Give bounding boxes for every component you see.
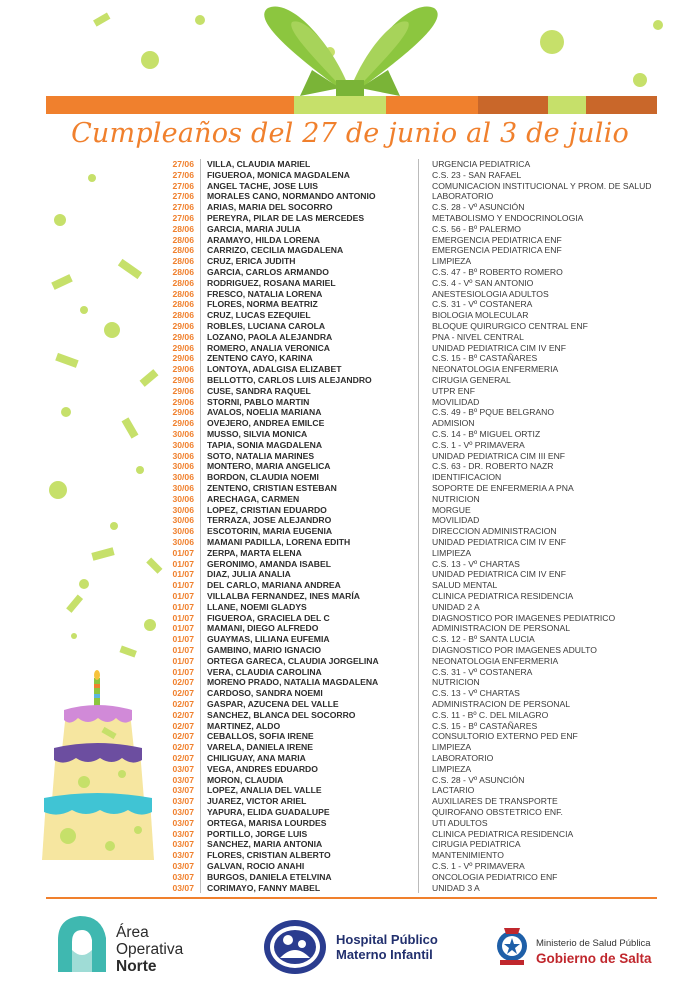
birthday-date: 30/06 (172, 493, 194, 504)
birthday-row (0, 202, 700, 213)
birthday-row (0, 591, 700, 602)
employee-unit: LACTARIO (432, 785, 475, 796)
employee-name: ORTEGA, MARISA LOURDES (207, 817, 327, 828)
employee-unit: C.S. 14 - Bº MIGUEL ORTIZ (432, 429, 541, 439)
birthday-date: 03/07 (172, 774, 194, 785)
birthday-date: 03/07 (172, 763, 194, 774)
hospital-line1: Hospital Público (336, 932, 438, 947)
area-operativa-norte-logo (52, 910, 212, 982)
birthday-date: 29/06 (172, 331, 194, 342)
employee-unit: ANESTESIOLOGIA ADULTOS (432, 288, 549, 299)
birthday-date: 30/06 (172, 439, 194, 450)
employee-unit: C.S. 15 - Bº CASTAÑARES (432, 720, 538, 731)
birthday-date: 27/06 (172, 159, 194, 169)
employee-unit: PNA - NIVEL CENTRAL (432, 331, 524, 342)
birthday-date: 01/07 (172, 666, 194, 677)
birthday-date: 28/06 (172, 299, 194, 310)
employee-name: VILLALBA FERNANDEZ, INES MARÍA (207, 591, 360, 601)
birthday-row (0, 515, 700, 526)
employee-unit: ADMISION (432, 418, 475, 429)
employee-name: DEL CARLO, MARIANA ANDREA (207, 580, 341, 591)
birthday-row (0, 407, 700, 418)
employee-unit: NUTRICION (432, 493, 480, 504)
birthday-date: 03/07 (172, 850, 194, 861)
birthday-date: 29/06 (172, 364, 194, 375)
birthday-row (0, 580, 700, 591)
birthday-date: 02/07 (172, 699, 194, 709)
hospital-line2: Materno Infantil (336, 947, 433, 962)
employee-unit: C.S. 31 - Vº COSTANERA (432, 666, 533, 677)
employee-name: GERONIMO, AMANDA ISABEL (207, 558, 331, 569)
birthday-date: 01/07 (172, 655, 194, 666)
hospital-emblem-icon (262, 918, 328, 976)
birthday-row (0, 256, 700, 267)
birthday-cake-icon (38, 670, 158, 870)
employee-unit: LIMPIEZA (432, 547, 472, 558)
area-norte-icon (52, 910, 112, 976)
birthday-date: 29/06 (172, 396, 194, 407)
employee-name: VARELA, DANIELA IRENE (207, 742, 313, 753)
birthday-date: 30/06 (172, 461, 194, 472)
employee-unit: C.S. 1 - Vº PRIMAVERA (432, 861, 525, 871)
employee-name: STORNI, PABLO MARTIN (207, 396, 310, 407)
birthday-row (0, 472, 700, 483)
birthday-row (0, 181, 700, 192)
page-title: Cumpleaños del 27 de junio al 3 de julio (71, 118, 629, 149)
birthday-date: 02/07 (172, 677, 194, 688)
employee-unit: EMERGENCIA PEDIATRICA ENF (432, 234, 562, 245)
birthday-date: 30/06 (172, 472, 194, 483)
employee-name: MONTERO, MARIA ANGELICA (207, 461, 331, 472)
employee-unit: MANTENIMIENTO (432, 850, 504, 861)
employee-name: LLANE, NOEMI GLADYS (207, 601, 307, 612)
employee-unit: DIRECCION ADMINISTRACION (432, 526, 557, 537)
employee-unit: UNIDAD PEDIATRICA CIM IV ENF (432, 342, 567, 353)
birthday-date: 03/07 (172, 828, 194, 839)
birthday-row (0, 235, 700, 246)
employee-name: AVALOS, NOELIA MARIANA (207, 407, 322, 418)
employee-name: FRESCO, NATALIA LORENA (207, 288, 323, 299)
birthday-date: 01/07 (172, 558, 194, 569)
birthday-date: 28/06 (172, 288, 194, 299)
birthday-date: 01/07 (172, 591, 194, 601)
employee-name: GUAYMAS, LILIANA EUFEMIA (207, 634, 330, 645)
employee-name: TAPIA, SONIA MAGDALENA (207, 439, 323, 450)
employee-unit: LABORATORIO (432, 753, 494, 763)
employee-unit: METABOLISMO Y ENDOCRINOLOGIA (432, 213, 584, 223)
birthday-row (0, 224, 700, 235)
employee-name: MUSSO, SILVIA MONICA (207, 429, 308, 439)
birthday-date: 29/06 (172, 418, 194, 429)
birthday-row (0, 483, 700, 494)
employee-unit: C.S. 1 - Vº PRIMAVERA (432, 439, 525, 450)
employee-name: ORTEGA GARECA, CLAUDIA JORGELINA (207, 655, 379, 666)
birthday-date: 29/06 (172, 375, 194, 385)
birthday-row (0, 332, 700, 343)
birthday-date: 28/06 (172, 277, 194, 288)
employee-name: TERRAZA, JOSE ALEJANDRO (207, 515, 332, 526)
birthday-date: 03/07 (172, 796, 194, 807)
employee-name: LOPEZ, CRISTIAN EDUARDO (207, 504, 327, 515)
employee-name: ESCOTORIN, MARIA EUGENIA (207, 526, 333, 537)
birthday-row (0, 299, 700, 310)
employee-name: FLORES, NORMA BEATRIZ (207, 299, 318, 310)
area-line3: Norte (116, 958, 157, 975)
employee-name: CORIMAYO, FANNY MABEL (207, 882, 321, 893)
employee-name: MAMANI, DIEGO ALFREDO (207, 623, 319, 634)
birthday-date: 27/06 (172, 191, 194, 202)
employee-name: BURGOS, DANIELA ETELVINA (207, 871, 332, 882)
gift-band (46, 96, 657, 114)
employee-name: ARAMAYO, HILDA LORENA (207, 234, 320, 245)
birthday-row (0, 559, 700, 570)
employee-unit: CONSULTORIO EXTERNO PED ENF (432, 731, 578, 742)
birthday-date: 28/06 (172, 256, 194, 267)
employee-unit: UNIDAD PEDIATRICA CIM IV ENF (432, 537, 567, 547)
employee-name: ROBLES, LUCIANA CAROLA (207, 321, 326, 331)
employee-name: BORDON, CLAUDIA NOEMI (207, 472, 319, 483)
birthday-date: 02/07 (172, 753, 194, 763)
birthday-date: 03/07 (172, 839, 194, 850)
employee-name: MAMANI PADILLA, LORENA EDITH (207, 537, 351, 547)
birthday-date: 29/06 (172, 353, 194, 364)
birthday-row (0, 613, 700, 624)
employee-unit: IDENTIFICACION (432, 472, 502, 483)
birthday-date: 03/07 (172, 807, 194, 817)
employee-unit: BIOLOGIA MOLECULAR (432, 310, 529, 321)
birthday-row (0, 656, 700, 667)
employee-name: FIGUEROA, MONICA MAGDALENA (207, 169, 350, 180)
birthday-date: 02/07 (172, 731, 194, 742)
birthday-date: 30/06 (172, 526, 194, 537)
birthday-date: 30/06 (172, 537, 194, 547)
employee-unit: MOVILIDAD (432, 396, 480, 407)
birthday-row (0, 278, 700, 289)
employee-name: CARRIZO, CECILIA MAGDALENA (207, 245, 344, 256)
employee-name: CRUZ, LUCAS EZEQUIEL (207, 310, 311, 321)
employee-unit: SOPORTE DE ENFERMERIA A PNA (432, 483, 574, 493)
birthday-row (0, 245, 700, 256)
employee-unit: C.S. 63 - DR. ROBERTO NAZR (432, 461, 554, 472)
birthday-date: 02/07 (172, 720, 194, 731)
employee-unit: UNIDAD PEDIATRICA CIM III ENF (432, 450, 566, 461)
birthday-row (0, 213, 700, 224)
employee-name: ZERPA, MARTA ELENA (207, 547, 302, 558)
birthday-date: 02/07 (172, 742, 194, 753)
birthday-row (0, 548, 700, 559)
employee-name: SANCHEZ, BLANCA DEL SOCORRO (207, 709, 356, 720)
birthday-row (0, 267, 700, 278)
employee-name: LONTOYA, ADALGISA ELIZABET (207, 364, 342, 375)
employee-name: CHILIGUAY, ANA MARIA (207, 753, 306, 763)
employee-unit: C.S. 13 - Vº CHARTAS (432, 688, 520, 699)
birthday-row (0, 494, 700, 505)
gobierno-label: Gobierno de Salta (536, 951, 652, 966)
birthday-row (0, 440, 700, 451)
employee-name: SANCHEZ, MARIA ANTONIA (207, 839, 323, 850)
birthday-date: 03/07 (172, 861, 194, 871)
footer-divider (46, 897, 657, 899)
employee-name: GARCIA, MARIA JULIA (207, 223, 301, 234)
employee-unit: UNIDAD PEDIATRICA CIM IV ENF (432, 569, 567, 580)
employee-name: LOZANO, PAOLA ALEJANDRA (207, 331, 333, 342)
birthday-date: 01/07 (172, 569, 194, 580)
employee-unit: C.S. 28 - Vº ASUNCIÓN (432, 774, 525, 785)
birthday-date: 27/06 (172, 202, 194, 213)
birthday-row (0, 418, 700, 429)
birthday-row (0, 375, 700, 386)
employee-name: GARCIA, CARLOS ARMANDO (207, 267, 329, 277)
birthday-date: 29/06 (172, 321, 194, 331)
employee-name: YAPURA, ELIDA GUADALUPE (207, 807, 330, 817)
birthday-row (0, 321, 700, 332)
employee-unit: NUTRICION (432, 677, 480, 688)
employee-unit: C.S. 4 - Vº SAN ANTONIO (432, 277, 534, 288)
birthday-date: 01/07 (172, 601, 194, 612)
birthday-row (0, 364, 700, 375)
birthday-row (0, 569, 700, 580)
birthday-date: 27/06 (172, 213, 194, 223)
employee-unit: MORGUE (432, 504, 471, 515)
birthday-date: 01/07 (172, 634, 194, 645)
employee-unit: LIMPIEZA (432, 742, 472, 753)
employee-name: CUSE, SANDRA RAQUEL (207, 385, 311, 396)
employee-unit: UTI ADULTOS (432, 817, 488, 828)
salta-shield-icon (494, 922, 530, 968)
employee-unit: NEONATOLOGIA ENFERMERIA (432, 364, 559, 375)
employee-unit: C.S. 56 - Bº PALERMO (432, 223, 521, 234)
employee-name: VERA, CLAUDIA CAROLINA (207, 666, 322, 677)
birthday-date: 30/06 (172, 515, 194, 526)
birthday-date: 27/06 (172, 180, 194, 191)
birthday-date: 01/07 (172, 580, 194, 591)
employee-unit: URGENCIA PEDIATRICA (432, 159, 531, 169)
employee-unit: C.S. 28 - Vº ASUNCIÓN (432, 202, 525, 213)
employee-name: PEREYRA, PILAR DE LAS MERCEDES (207, 213, 365, 223)
employee-unit: C.S. 31 - Vº COSTANERA (432, 299, 533, 310)
birthday-date: 28/06 (172, 223, 194, 234)
birthday-row (0, 537, 700, 548)
birthday-date: 29/06 (172, 342, 194, 353)
birthday-row (0, 289, 700, 300)
employee-unit: C.S. 23 - SAN RAFAEL (432, 169, 522, 180)
birthday-date: 30/06 (172, 450, 194, 461)
employee-unit: ONCOLOGIA PEDIATRICO ENF (432, 871, 558, 882)
employee-name: ARIAS, MARIA DEL SOCORRO (207, 202, 333, 213)
employee-name: CEBALLOS, SOFIA IRENE (207, 731, 314, 742)
employee-name: VILLA, CLAUDIA MARIEL (207, 159, 311, 169)
employee-name: MORENO PRADO, NATALIA MAGDALENA (207, 677, 379, 688)
birthday-row (0, 461, 700, 472)
birthday-row (0, 170, 700, 181)
birthday-row (0, 451, 700, 462)
birthday-date: 27/06 (172, 169, 194, 180)
employee-name: ARECHAGA, CARMEN (207, 493, 300, 504)
employee-name: BELLOTTO, CARLOS LUIS ALEJANDRO (207, 375, 372, 385)
employee-name: ZENTENO CAYO, KARINA (207, 353, 313, 364)
employee-unit: ADMINISTRACION DE PERSONAL (432, 623, 570, 634)
birthday-row (0, 159, 700, 170)
employee-name: GASPAR, AZUCENA DEL VALLE (207, 699, 339, 709)
employee-unit: DIAGNOSTICO POR IMAGENES ADULTO (432, 645, 597, 655)
employee-unit: COMUNICACION INSTITUCIONAL Y PROM. DE SALUD (432, 180, 652, 191)
birthday-date: 03/07 (172, 871, 194, 882)
employee-name: CARDOSO, SANDRA NOEMI (207, 688, 323, 699)
area-line1: Área (116, 924, 149, 941)
employee-name: ANGEL TACHE, JOSE LUIS (207, 180, 318, 191)
employee-unit: UNIDAD 3 A (432, 882, 480, 893)
birthday-date: 02/07 (172, 688, 194, 699)
employee-unit: NEONATOLOGIA ENFERMERIA (432, 655, 559, 666)
employee-unit: C.S. 47 - Bº ROBERTO ROMERO (432, 267, 563, 277)
birthday-date: 28/06 (172, 245, 194, 256)
employee-name: FIGUEROA, GRACIELA DEL C (207, 612, 330, 623)
employee-name: CRUZ, ERICA JUDITH (207, 256, 296, 267)
employee-unit: C.S. 15 - Bº CASTAÑARES (432, 353, 538, 364)
birthday-row (0, 386, 700, 397)
birthday-date: 30/06 (172, 504, 194, 515)
birthday-date: 28/06 (172, 267, 194, 277)
birthday-date: 03/07 (172, 882, 194, 893)
birthday-date: 28/06 (172, 234, 194, 245)
employee-name: GALVAN, ROCIO ANAHI (207, 861, 305, 871)
employee-unit: CIRUGIA GENERAL (432, 375, 511, 385)
birthday-row (0, 883, 700, 894)
birthday-date: 01/07 (172, 547, 194, 558)
employee-unit: C.S. 12 - Bº SANTA LUCIA (432, 634, 535, 645)
hospital-logo (262, 918, 462, 980)
employee-unit: QUIROFANO OBSTETRICO ENF. (432, 807, 563, 817)
gobierno-salta-logo (494, 922, 664, 978)
employee-name: JUAREZ, VICTOR ARIEL (207, 796, 307, 807)
birthday-date: 29/06 (172, 407, 194, 418)
employee-name: ROMERO, ANALIA VERONICA (207, 342, 331, 353)
birthday-row (0, 505, 700, 516)
employee-name: DIAZ, JULIA ANALIA (207, 569, 291, 580)
birthday-row (0, 310, 700, 321)
employee-unit: CIRUGIA PEDIATRICA (432, 839, 521, 850)
employee-name: MORALES CANO, NORMANDO ANTONIO (207, 191, 376, 202)
employee-unit: C.S. 11 - Bº C. DEL MILAGRO (432, 709, 549, 720)
birthday-date: 29/06 (172, 385, 194, 396)
birthday-row (0, 526, 700, 537)
employee-unit: CLINICA PEDIATRICA RESIDENCIA (432, 828, 574, 839)
birthday-row (0, 872, 700, 883)
employee-name: GAMBINO, MARIO IGNACIO (207, 645, 322, 655)
employee-name: OVEJERO, ANDREA EMILCE (207, 418, 325, 429)
employee-unit: LABORATORIO (432, 191, 494, 202)
employee-unit: C.S. 49 - Bº PQUE BELGRANO (432, 407, 555, 418)
birthday-row (0, 634, 700, 645)
area-line2: Operativa (116, 941, 184, 958)
employee-name: FLORES, CRISTIAN ALBERTO (207, 850, 331, 861)
employee-name: MORON, CLAUDIA (207, 774, 284, 785)
employee-unit: LIMPIEZA (432, 256, 472, 267)
birthday-date: 03/07 (172, 785, 194, 796)
employee-name: VEGA, ANDRES EDUARDO (207, 763, 318, 774)
ministerio-label: Ministerio de Salud Pública (536, 938, 651, 949)
birthday-row (0, 397, 700, 408)
employee-unit: EMERGENCIA PEDIATRICA ENF (432, 245, 562, 256)
employee-unit: BLOQUE QUIRURGICO CENTRAL ENF (432, 321, 588, 331)
birthday-date: 02/07 (172, 709, 194, 720)
employee-name: MARTINEZ, ALDO (207, 720, 281, 731)
employee-unit: C.S. 13 - Vº CHARTAS (432, 558, 520, 569)
birthday-row (0, 191, 700, 202)
birthday-date: 03/07 (172, 817, 194, 828)
birthday-date: 01/07 (172, 645, 194, 655)
employee-unit: LIMPIEZA (432, 763, 472, 774)
employee-unit: MOVILIDAD (432, 515, 480, 526)
birthday-row (0, 623, 700, 634)
birthday-date: 30/06 (172, 483, 194, 493)
employee-name: RODRIGUEZ, ROSANA MARIEL (207, 277, 336, 288)
birthday-row (0, 353, 700, 364)
employee-name: LOPEZ, ANALIA DEL VALLE (207, 785, 322, 796)
birthday-row (0, 645, 700, 656)
employee-unit: UNIDAD 2 A (432, 601, 480, 612)
employee-unit: SALUD MENTAL (432, 580, 498, 591)
birthday-date: 28/06 (172, 310, 194, 321)
employee-unit: CLINICA PEDIATRICA RESIDENCIA (432, 591, 574, 601)
birthday-date: 30/06 (172, 429, 194, 439)
employee-name: PORTILLO, JORGE LUIS (207, 828, 308, 839)
employee-unit: ADMINISTRACION DE PERSONAL (432, 699, 570, 709)
employee-unit: UTPR ENF (432, 385, 475, 396)
employee-unit: DIAGNOSTICO POR IMAGENES PEDIATRICO (432, 612, 616, 623)
employee-name: ZENTENO, CRISTIAN ESTEBAN (207, 483, 337, 493)
employee-unit: AUXILIARES DE TRANSPORTE (432, 796, 558, 807)
birthday-row (0, 343, 700, 354)
birthday-date: 01/07 (172, 612, 194, 623)
birthday-row (0, 602, 700, 613)
employee-name: SOTO, NATALIA MARINES (207, 450, 315, 461)
birthday-date: 01/07 (172, 623, 194, 634)
birthday-row (0, 429, 700, 440)
